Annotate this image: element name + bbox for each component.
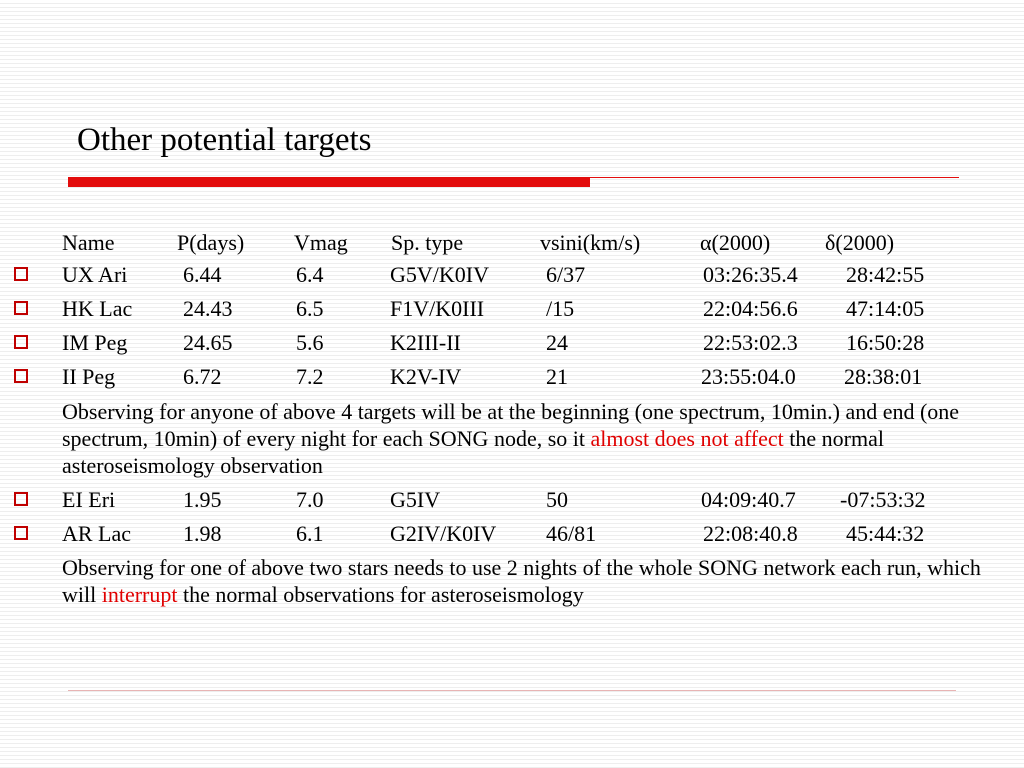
star-period: 1.95 xyxy=(183,487,222,512)
star-ra: 23:55:04.0 xyxy=(701,364,796,389)
note-text: Observing for one of above two stars needs to use 2 nights of the whole SONG network each run, which will xyxy=(62,555,981,607)
star-sptype: K2III-II xyxy=(390,330,461,355)
table-row xyxy=(0,517,1024,551)
hollow-square-bullet-icon xyxy=(14,335,28,349)
star-dec: 28:42:55 xyxy=(846,262,925,287)
note-text: Observing for anyone of above 4 targets will be at the beginning (one spectrum, 10min.) and end (one spectrum, 10min) of every night for each SONG node, so it xyxy=(62,399,960,451)
table-row xyxy=(0,360,1024,394)
observation-note-2 xyxy=(62,554,1012,608)
star-ra: 03:26:35.4 xyxy=(703,262,798,287)
star-vsini: 24 xyxy=(546,330,568,355)
star-dec: -07:53:32 xyxy=(840,487,926,512)
star-sptype: F1V/K0III xyxy=(390,296,485,321)
star-dec: 28:38:01 xyxy=(844,364,923,389)
star-dec: 16:50:28 xyxy=(846,330,925,355)
hollow-square-bullet-icon xyxy=(14,267,28,281)
hollow-square-bullet-icon xyxy=(14,526,28,540)
slide-title: Other potential targets xyxy=(77,122,372,158)
star-period: 24.65 xyxy=(183,330,233,355)
star-vsini: 46/81 xyxy=(546,521,597,546)
star-vmag: 6.4 xyxy=(296,262,324,287)
footer-divider xyxy=(68,690,956,691)
star-vsini: 50 xyxy=(546,487,568,512)
star-ra: 22:04:56.6 xyxy=(703,296,798,321)
star-ra: 22:53:02.3 xyxy=(703,330,798,355)
star-dec: 45:44:32 xyxy=(846,521,925,546)
star-vsini: 21 xyxy=(546,364,568,389)
table-header-row xyxy=(0,226,1024,260)
header-period: P(days) xyxy=(177,230,245,255)
note-highlight: interrupt xyxy=(101,582,178,607)
star-name: II Peg xyxy=(62,364,116,389)
hollow-square-bullet-icon xyxy=(14,369,28,383)
star-ra: 04:09:40.7 xyxy=(701,487,796,512)
star-dec: 47:14:05 xyxy=(846,296,925,321)
star-period: 24.43 xyxy=(183,296,233,321)
star-name: HK Lac xyxy=(62,296,133,321)
table-row xyxy=(0,483,1024,517)
star-vmag: 5.6 xyxy=(296,330,324,355)
star-ra: 22:08:40.8 xyxy=(703,521,798,546)
table-row xyxy=(0,292,1024,326)
header-ra: α(2000) xyxy=(700,230,771,255)
header-sptype: Sp. type xyxy=(391,230,464,255)
star-name: UX Ari xyxy=(62,262,128,287)
star-period: 6.72 xyxy=(183,364,222,389)
hollow-square-bullet-icon xyxy=(14,301,28,315)
header-vmag: Vmag xyxy=(294,230,348,255)
star-vmag: 7.2 xyxy=(296,364,324,389)
header-vsini: vsini(km/s) xyxy=(540,230,641,255)
star-vmag: 7.0 xyxy=(296,487,324,512)
star-sptype: G5V/K0IV xyxy=(390,262,489,287)
header-name: Name xyxy=(62,230,115,255)
star-vmag: 6.5 xyxy=(296,296,324,321)
table-row xyxy=(0,326,1024,360)
star-name: IM Peg xyxy=(62,330,128,355)
star-period: 1.98 xyxy=(183,521,222,546)
title-underline-bar xyxy=(68,177,590,187)
hollow-square-bullet-icon xyxy=(14,492,28,506)
note-text: the normal observations for asteroseismology xyxy=(177,582,584,607)
star-sptype: G5IV xyxy=(390,487,441,512)
star-vsini: 6/37 xyxy=(546,262,586,287)
note-text: the normal asteroseismology observation xyxy=(62,426,884,478)
table-row xyxy=(0,258,1024,292)
star-name: AR Lac xyxy=(62,521,132,546)
note-highlight: almost does not affect xyxy=(590,426,784,451)
star-vmag: 6.1 xyxy=(296,521,324,546)
star-period: 6.44 xyxy=(183,262,222,287)
star-vsini: /15 xyxy=(546,296,575,321)
title-underline-thin xyxy=(590,177,959,178)
star-sptype: K2V-IV xyxy=(390,364,462,389)
observation-note-1 xyxy=(62,398,1012,479)
star-name: EI Eri xyxy=(62,487,116,512)
star-sptype: G2IV/K0IV xyxy=(390,521,497,546)
header-dec: δ(2000) xyxy=(825,230,895,255)
